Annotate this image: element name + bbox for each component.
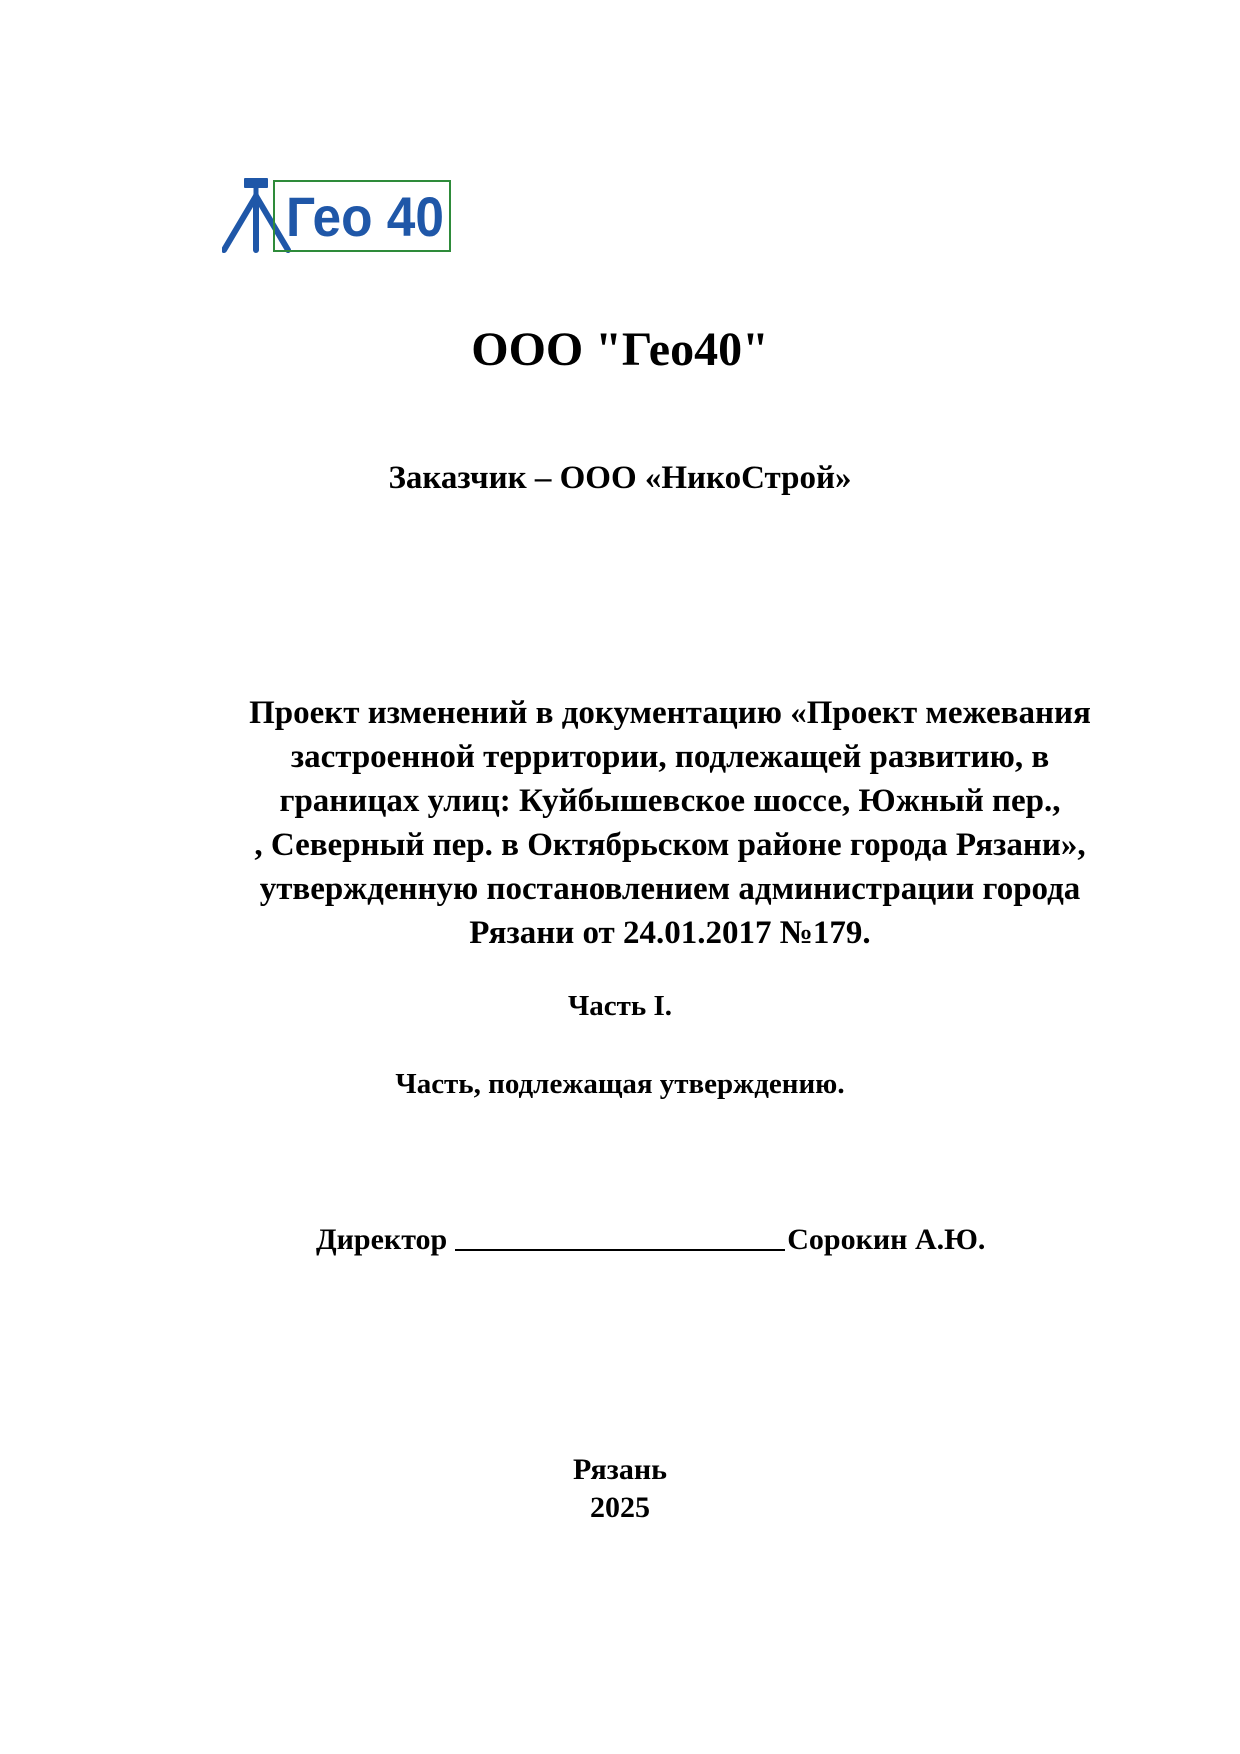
customer-line: Заказчик – ООО «НикоСтрой»	[388, 460, 852, 496]
project-title-line: Проект изменений в документацию «Проект межевания	[249, 695, 1091, 731]
tripod-icon	[224, 178, 288, 250]
city: Рязань	[573, 1453, 667, 1486]
company-logo	[222, 178, 454, 254]
year: 2025	[590, 1491, 650, 1524]
project-title-line: утвержденную постановлением администрации города	[259, 871, 1081, 907]
project-title-line: границах улиц: Куйбышевское шоссе, Южный пер.,	[279, 783, 1061, 819]
company-name: ООО "Гео40"	[471, 323, 769, 376]
signature-name: Сорокин А.Ю.	[787, 1223, 986, 1256]
project-title-line: , Северный пер. в Октябрьском районе города Рязани»,	[254, 827, 1086, 863]
project-title-line: застроенной территории, подлежащей развитию, в	[290, 739, 1050, 775]
project-title	[160, 691, 1180, 955]
part-heading: Часть I.	[567, 990, 673, 1022]
project-title-line: Рязани от 24.01.2017 №179.	[469, 915, 871, 951]
logo-text: Гео 40	[286, 185, 444, 248]
signature-blank	[455, 1219, 785, 1251]
signature-line	[316, 1219, 985, 1259]
signature-role: Директор	[316, 1223, 448, 1256]
part-subheading: Часть, подлежащая утверждению.	[395, 1068, 845, 1100]
